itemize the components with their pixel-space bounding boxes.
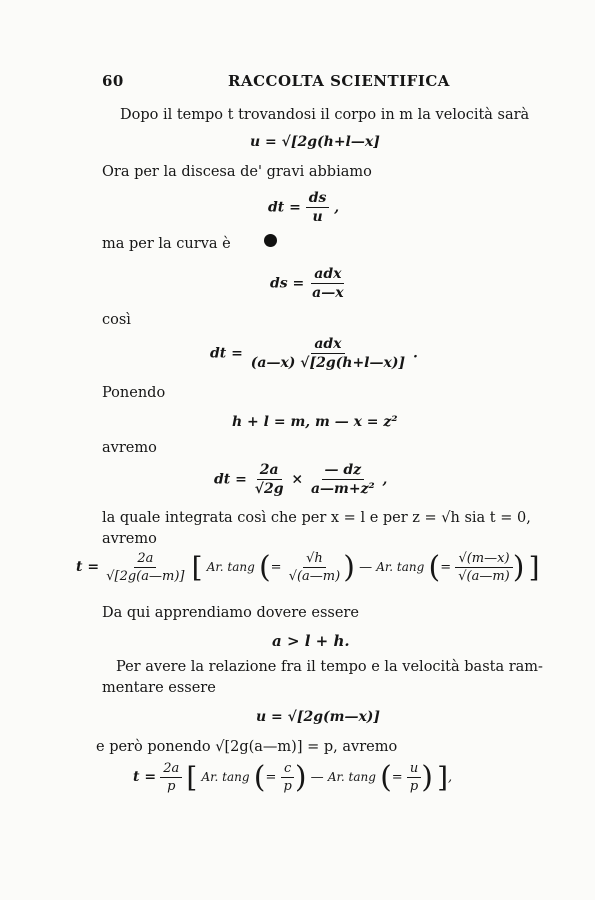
- text-line-1: Dopo il tempo t trovandosi il corpo in m la velocità sarà: [120, 107, 530, 123]
- equation-ds: ds = $\frac{\text{adx}}{a—x}$: [270, 266, 344, 301]
- text-line-2: Ora per la discesa de' gravi abbiamo: [102, 164, 372, 180]
- equation-velocity: u = √[2g(h+l—x]: [250, 134, 380, 150]
- text-line-10: Per avere la relazione fra il tempo e la velocità basta ram-: [116, 659, 543, 675]
- equation-dt-adx: dt = $\frac{\text{adx}}{(a—x) √[2g(h+l—x)]}$ .: [210, 336, 418, 371]
- equation-dt-dz: dt = $\frac{2a}{√2g}$ × $\frac{— dz}{\text{a—m+z²}}$ ,: [214, 462, 388, 497]
- text-line-9: Da qui apprendiamo dovere essere: [102, 605, 359, 621]
- text-line-3: ma per la curva è: [102, 236, 231, 252]
- equation-substitution: h + l = m, m — x = z²: [232, 414, 398, 430]
- text-line-5: Ponendo: [102, 385, 166, 401]
- ink-blot: [264, 234, 277, 247]
- text-line-7: la quale integrata così che per x = l e per z = √h sia t = 0,: [102, 510, 531, 526]
- page-number: 60: [102, 72, 124, 90]
- text-line-4: così: [102, 312, 131, 328]
- equation-t-final: t = $\frac{2a}{p}$ [ Ar. tang (= $\frac{c}{p}$ ) — Ar. tang (= $\frac{u}{p}$ ) ],: [133, 760, 453, 795]
- text-line-8: avremo: [102, 531, 157, 547]
- equation-dt-ds: dt = $\frac{ds}{u}$ ,: [268, 190, 340, 225]
- text-line-11: mentare essere: [102, 680, 216, 696]
- equation-t-integral: t = $\frac{2a}{√[2g(a—m)]}$ [ Ar. tang (= $\frac{√h}{√(a—m)}$ ) — Ar. tang (= $\frac{√(m—x)}{√(a—m)}$ ) ]: [76, 550, 540, 585]
- equation-inequality: a > l + h.: [272, 632, 350, 650]
- text-line-12: e però ponendo √[2g(a—m)] = p, avremo: [96, 739, 398, 755]
- running-title: RACCOLTA SCIENTIFICA: [228, 72, 450, 90]
- equation-velocity-2: u = √[2g(m—x)]: [256, 709, 381, 725]
- text-line-6: avremo: [102, 440, 157, 456]
